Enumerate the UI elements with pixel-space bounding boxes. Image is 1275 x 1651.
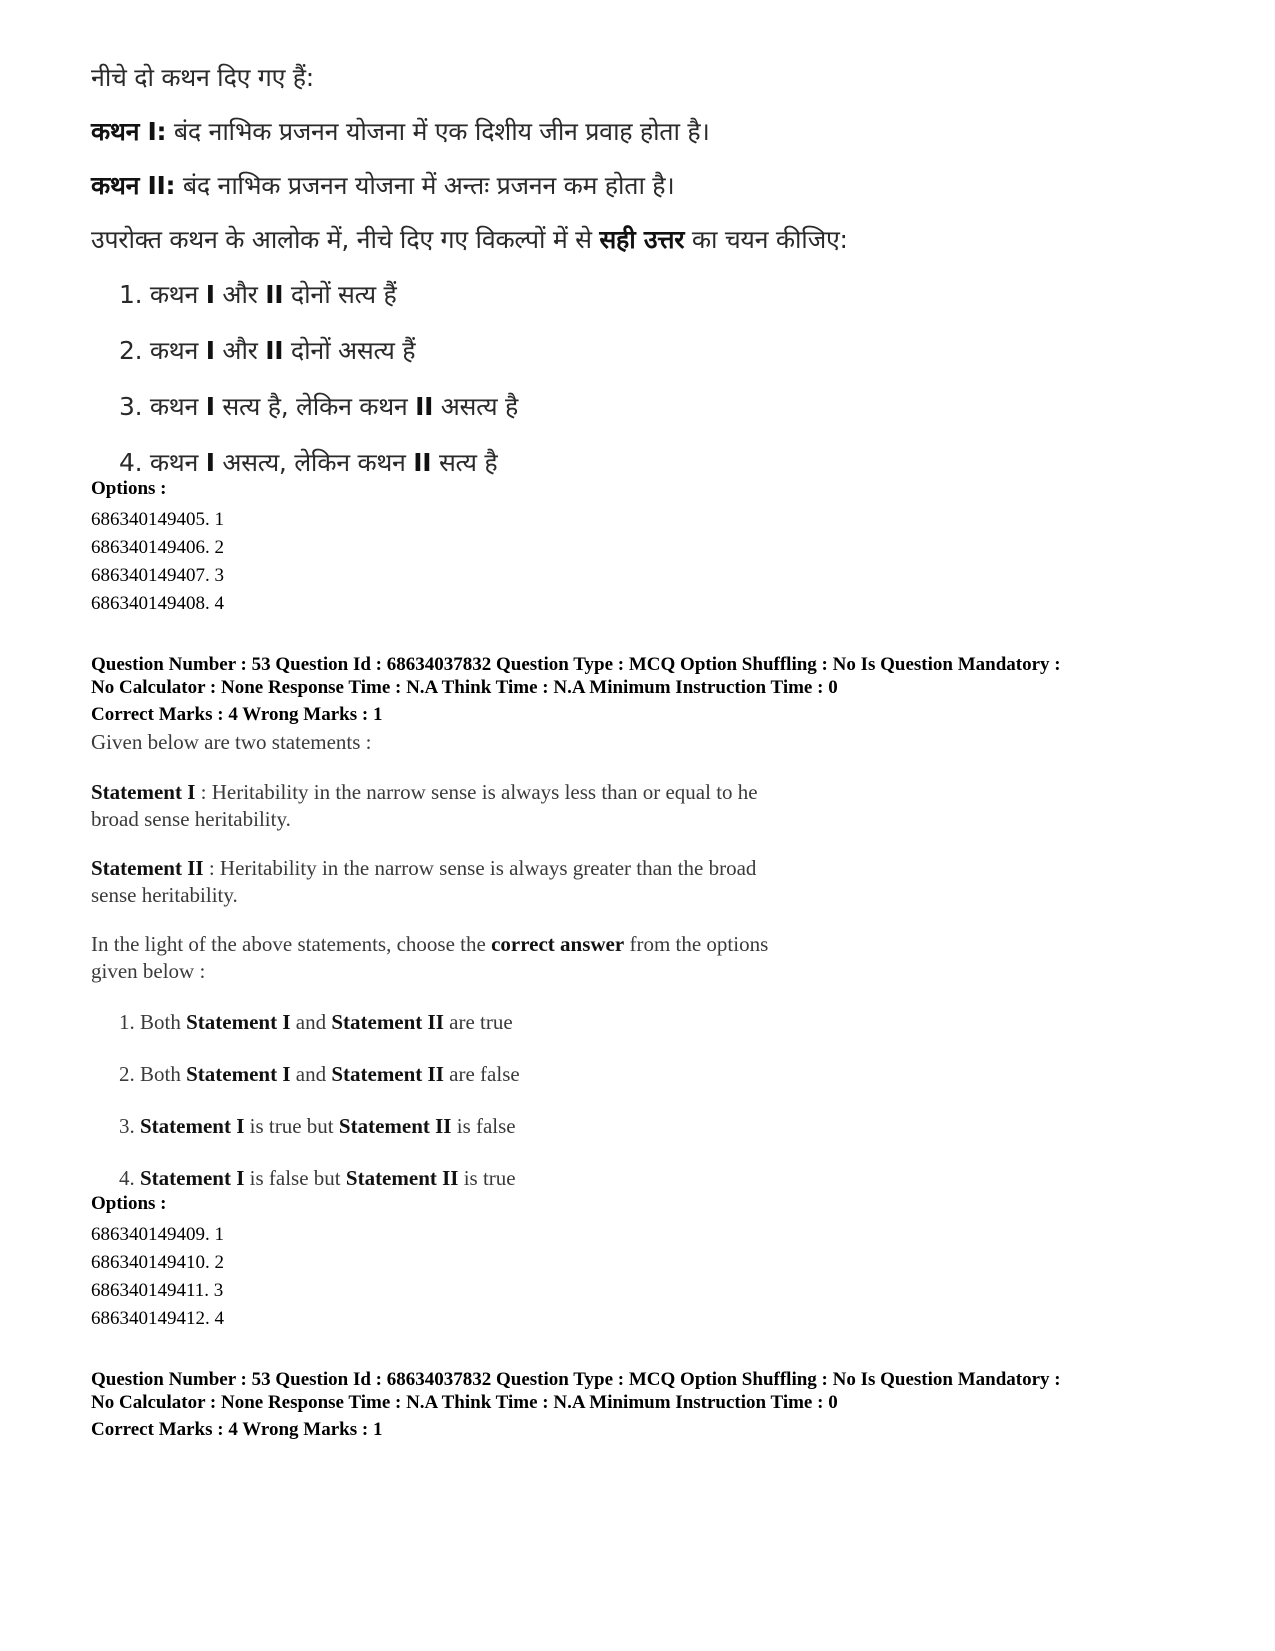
choice-text: और [214,280,266,309]
q52-instruction-pre: उपरोक्त कथन के आलोक में, नीचे दिए गए विकल्पों में से [91,225,600,254]
q52-choice-1 [119,277,396,311]
choice-number: 4. [119,448,150,477]
q53-instruction-line-2: given below : [91,959,206,983]
choice-text: Both [140,1062,187,1086]
choice-number: 2. [119,1062,140,1086]
q53-options-list [91,1221,224,1333]
q52-statement-2-label: कथन II: [91,171,176,200]
option-id: 686340149407. 3 [91,565,224,586]
choice-text: कथन [149,336,206,365]
option-id: 686340149409. 1 [91,1224,224,1245]
choice-bold: I [205,336,215,365]
q52-statement-1-label: कथन I: [91,117,167,146]
q52-statement-2 [91,168,674,202]
q52-options-label: Options : [91,478,167,499]
option-id: 686340149408. 4 [91,593,224,614]
q52-statement-2-text: बंद नाभिक प्रजनन योजना में अन्तः प्रजनन कम होता है। [175,171,675,200]
q53-options-label: Options : [91,1193,167,1214]
choice-bold: II [265,336,284,365]
choice-text: सत्य है [431,448,498,477]
q53-statement-1-text: : Heritability in the narrow sense is always less than or equal to he [195,780,758,804]
choice-text: कथन [149,392,206,421]
q53-choice-2 [119,1062,520,1087]
q53-choice-1 [119,1010,513,1035]
q53-meta [91,653,1061,699]
q53-statement-1 [91,779,758,833]
choice-text: are false [443,1062,520,1086]
choice-text: is false but [244,1166,346,1190]
option-id: 686340149411. 3 [91,1280,224,1301]
choice-text: is true [458,1166,516,1190]
choice-text: असत्य है [433,392,518,421]
choice-text: कथन [149,448,206,477]
q52-choice-4 [119,445,497,479]
choice-bold: Statement I [186,1062,291,1086]
choice-bold: I [205,280,215,309]
q52-choice-2 [119,333,415,367]
choice-text: is true but [244,1114,339,1138]
q53-meta-line-2: No Calculator : None Response Time : N.A Think Time : N.A Minimum Instruction Time : 0 [91,677,838,698]
choice-bold: II [415,392,434,421]
q54-meta [91,1368,1061,1414]
q53-choice-3 [119,1114,516,1139]
choice-text: सत्य है, लेकिन कथन [214,392,416,421]
choice-bold: Statement II [338,1114,452,1138]
q53-statement-2-text-2: sense heritability. [91,883,238,907]
q52-intro: नीचे दो कथन दिए गए हैं: [91,63,314,92]
choice-text: and [290,1010,332,1034]
q54-meta-line-1: Question Number : 53 Question Id : 68634037832 Question Type : MCQ Option Shuffling : No Is Question Mandatory : [91,1369,1061,1390]
q53-intro: Given below are two statements : [91,730,372,754]
q52-instruction [91,222,848,256]
q53-choice-4 [119,1166,516,1191]
q52-choice-3 [119,389,518,423]
q54-marks: Correct Marks : 4 Wrong Marks : 1 [91,1419,383,1440]
q53-instruction-pre: In the light of the above statements, choose the [91,932,492,956]
q52-instruction-bold: सही उत्तर [599,225,685,254]
q52-statement-1-text: बंद नाभिक प्रजनन योजना में एक दिशीय जीन प्रवाह होता है। [166,117,710,146]
q53-instruction-bold: correct answer [491,932,625,956]
choice-bold: Statement II [331,1062,444,1086]
q53-statement-1-label: Statement I [91,780,196,804]
option-id: 686340149406. 2 [91,537,224,558]
option-id: 686340149405. 1 [91,509,224,530]
choice-number: 1. [119,280,150,309]
choice-bold: II [265,280,284,309]
choice-text: and [290,1062,332,1086]
option-id: 686340149410. 2 [91,1252,224,1273]
choice-number: 3. [119,392,150,421]
choice-bold: II [413,448,432,477]
choice-text: और [214,336,266,365]
choice-bold: Statement I [140,1166,245,1190]
q52-statement-1 [91,114,710,148]
q52-instruction-post: का चयन कीजिए: [684,225,848,254]
choice-bold: Statement II [345,1166,459,1190]
q53-instruction [91,931,768,985]
choice-text: असत्य, लेकिन कथन [214,448,414,477]
q53-statement-2-label: Statement II [91,856,204,880]
q53-instruction-post: from the options [624,932,769,956]
choice-bold: Statement II [331,1010,444,1034]
choice-text: दोनों असत्य हैं [283,336,416,365]
choice-text: कथन [149,280,206,309]
choice-bold: Statement I [186,1010,291,1034]
choice-number: 1. [119,1010,140,1034]
q53-statement-2-text: : Heritability in the narrow sense is always greater than the broad [203,856,757,880]
choice-bold: I [205,392,215,421]
choice-number: 3. [119,1114,140,1138]
q53-statement-1-text-2: broad sense heritability. [91,807,291,831]
choice-number: 4. [119,1166,140,1190]
option-id: 686340149412. 4 [91,1308,224,1329]
choice-text: are true [443,1010,513,1034]
q53-meta-line-1: Question Number : 53 Question Id : 68634037832 Question Type : MCQ Option Shuffling : No Is Question Mandatory : [91,654,1061,675]
q52-options-list [91,506,224,618]
q54-meta-line-2: No Calculator : None Response Time : N.A Think Time : N.A Minimum Instruction Time : 0 [91,1392,838,1413]
q53-statement-2 [91,855,756,909]
choice-text: दोनों सत्य हैं [283,280,397,309]
choice-number: 2. [119,336,150,365]
choice-bold: Statement I [140,1114,245,1138]
choice-bold: I [205,448,215,477]
q53-marks: Correct Marks : 4 Wrong Marks : 1 [91,704,383,725]
choice-text: Both [140,1010,187,1034]
choice-text: is false [451,1114,516,1138]
